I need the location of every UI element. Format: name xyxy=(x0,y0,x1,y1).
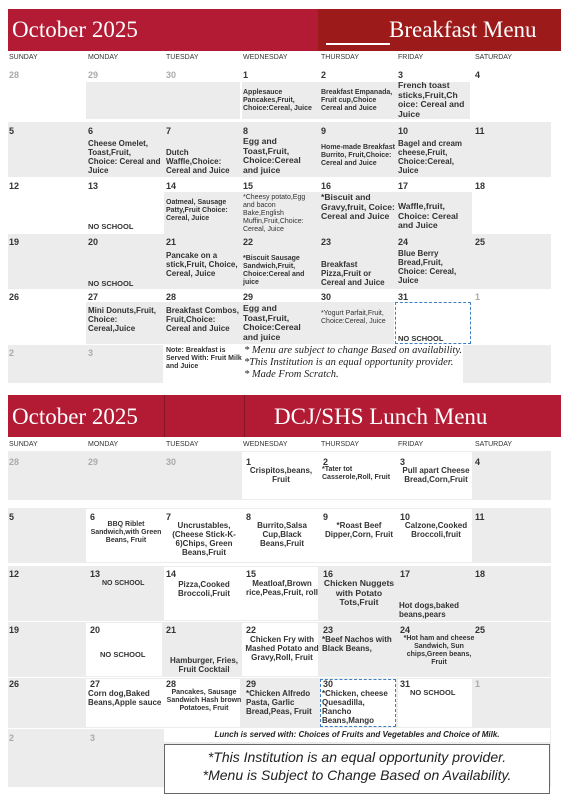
date-number: 2 xyxy=(321,70,327,80)
date-number: 28 xyxy=(9,457,20,467)
date-number: 20 xyxy=(88,237,99,247)
date-number: 1 xyxy=(475,679,481,689)
breakfast-month-title: October 2025 xyxy=(12,17,138,42)
lunch-note-1: *This Institution is an equal opportunity provider. xyxy=(207,749,507,765)
day-header: SATURDAY xyxy=(475,441,513,448)
date-number: 3 xyxy=(398,70,404,80)
date-number: 30 xyxy=(321,292,332,302)
date-number: 26 xyxy=(9,679,20,689)
menu-item: Dutch Waffle,Choice: Cereal and Juice xyxy=(166,148,230,175)
date-number: 4 xyxy=(475,70,481,80)
date-number: 11 xyxy=(475,126,485,136)
menu-item: *Roast Beef Dipper,Corn, Fruit xyxy=(325,521,393,539)
date-number: 17 xyxy=(398,181,409,191)
date-number: 2 xyxy=(9,348,15,358)
date-number: 6 xyxy=(90,512,96,522)
menu-item: *Biscuit and Gravy,fruit, Coice: Cereal and Juice xyxy=(321,192,395,221)
lunch-banner-divider xyxy=(164,395,165,437)
menu-item: Burrito,Salsa Cup,Black Beans,Fruit xyxy=(257,521,307,548)
menu-item: Home-made Breakfast Burrito, Fruit,Choice: Cereal and Juice xyxy=(321,144,395,167)
day-header: FRIDAY xyxy=(398,54,424,61)
menu-item: Breakfast Empanada, Fruit cup,Choice Cereal and Juice xyxy=(321,89,393,112)
date-number: 29 xyxy=(246,679,257,689)
date-number: 1 xyxy=(243,70,249,80)
menu-item: *Hot ham and cheese Sandwich, Sun chips,Green beans, Fruit xyxy=(403,635,475,666)
date-number: 21 xyxy=(166,237,177,247)
date-number: 3 xyxy=(90,733,96,743)
menu-item: Breakfast Pizza,Fruit or Cereal and Juice xyxy=(321,260,385,287)
date-number: 6 xyxy=(88,126,94,136)
date-number: 9 xyxy=(323,512,329,522)
date-number: 3 xyxy=(400,457,406,467)
day-header: WEDNESDAY xyxy=(243,441,288,448)
menu-item: *Chicken, cheese Quesadilla, Rancho Beans,Mango xyxy=(322,689,388,725)
day-header: SUNDAY xyxy=(9,54,38,61)
day-header: FRIDAY xyxy=(398,441,424,448)
lunch-menu-title: DCJ/SHS Lunch Menu xyxy=(274,404,488,429)
date-number: 28 xyxy=(9,70,20,80)
date-number: 29 xyxy=(88,70,99,80)
date-number: 28 xyxy=(166,292,177,302)
no-school-label: NO SCHOOL xyxy=(398,334,444,343)
date-number: 26 xyxy=(9,292,20,302)
date-number: 9 xyxy=(321,126,327,136)
day-header: THURSDAY xyxy=(321,54,359,61)
date-number: 13 xyxy=(88,181,99,191)
menu-item: Blue Berry Bread,Fruit, Choice: Cereal, Juice xyxy=(398,249,457,285)
breakfast-served-note: Note: Breakfast is Served With: Fruit Milk and Juice xyxy=(166,347,242,370)
date-number: 15 xyxy=(243,181,254,191)
date-number: 8 xyxy=(246,512,252,522)
no-school-label: NO SCHOOL xyxy=(88,279,134,288)
lunch-banner xyxy=(8,395,561,437)
date-number: 27 xyxy=(90,679,101,689)
menu-item: Waffle,fruit, Choice: Cereal and Juice xyxy=(398,201,459,230)
menu-item: Pull apart Cheese Bread,Corn,Fruit xyxy=(402,466,470,484)
date-number: 4 xyxy=(475,457,481,467)
date-number: 2 xyxy=(323,457,329,467)
day-header: SUNDAY xyxy=(9,441,38,448)
day-header: WEDNESDAY xyxy=(243,54,288,61)
lunch-banner-divider xyxy=(244,395,245,437)
menu-item: Hamburger, Fries, Fruit Cocktail xyxy=(169,656,239,674)
date-number: 8 xyxy=(243,126,249,136)
date-number: 16 xyxy=(323,569,334,579)
date-number: 19 xyxy=(9,625,20,635)
breakfast-note-1: * Menu are subject to change Based on availability. xyxy=(244,345,463,356)
date-number: 1 xyxy=(246,457,252,467)
no-school-label: NO SCHOOL xyxy=(100,650,146,659)
date-number: 12 xyxy=(9,181,20,191)
date-number: 15 xyxy=(246,569,257,579)
date-number: 29 xyxy=(243,292,254,302)
date-number: 30 xyxy=(323,679,334,689)
date-number: 16 xyxy=(321,181,332,191)
date-number: 2 xyxy=(9,733,15,743)
menu-item: BBQ Riblet Sandwich,with Green Beans, Fruit xyxy=(90,521,162,544)
menu-item: Calzone,Cooked Broccoli,fruit xyxy=(404,521,468,539)
date-number: 31 xyxy=(398,292,409,302)
menu-item: Pancake on a stick,Fruit, Choice, Cereal, Juice xyxy=(166,251,238,278)
menu-item: Egg and Toast,Fruit, Choice:Cereal and juice xyxy=(243,136,301,175)
menu-item: *Cheesy potato,Egg and bacon Bake,English Muffin,Fruit,Choice: Cereal, Juice xyxy=(243,194,306,233)
menu-item: Chicken Nuggets with Potato Tots,Fruit xyxy=(323,578,395,607)
date-number: 18 xyxy=(475,569,486,579)
breakfast-banner-underline xyxy=(326,43,390,45)
date-number: 7 xyxy=(166,126,172,136)
breakfast-banner xyxy=(8,9,561,51)
menu-item: Egg and Toast,Fruit, Choice:Cereal and juice xyxy=(243,303,301,342)
day-header: SATURDAY xyxy=(475,54,513,61)
date-number: 14 xyxy=(166,181,177,191)
date-number: 20 xyxy=(90,625,101,635)
menu-item: Crispitos,beans, Fruit xyxy=(249,466,313,484)
menu-item: Breakfast Combos, Fruit,Choice: Cereal and Juice xyxy=(166,306,239,333)
date-number: 29 xyxy=(88,457,99,467)
menu-item: Pizza,Cooked Broccoli,Fruit xyxy=(177,580,230,598)
date-number: 1 xyxy=(475,292,481,302)
calendar-cell xyxy=(86,82,240,119)
menu-item: *Chicken Alfredo Pasta, Garlic Bread,Peas, Fruit xyxy=(246,689,312,716)
date-number: 30 xyxy=(166,70,177,80)
date-number: 28 xyxy=(166,679,177,689)
breakfast-menu-title: Breakfast Menu xyxy=(389,17,537,42)
date-number: 13 xyxy=(90,569,101,579)
menu-item: *Tater tot Casserole,Roll, Fruit xyxy=(322,466,391,481)
menu-item: Chicken Fry with Mashed Potato and Gravy,Roll, Fruit xyxy=(245,635,319,662)
date-number: 27 xyxy=(88,292,99,302)
date-number: 23 xyxy=(321,237,332,247)
menu-item: Meatloaf,Brown rice,Peas,Fruit, roll xyxy=(245,579,319,597)
breakfast-note-2: *This Institution is an equal opportunity provider. xyxy=(244,357,454,368)
date-number: 25 xyxy=(475,237,486,247)
date-number: 17 xyxy=(400,569,411,579)
menu-item: Corn dog,Baked Beans,Apple sauce xyxy=(88,689,162,707)
lunch-note-2: *Menu is Subject to Change Based on Availability. xyxy=(202,767,512,783)
menu-item: French toast sticks,Fruit,Ch oice: Cereal and Juice xyxy=(398,80,465,119)
day-header: TUESDAY xyxy=(166,54,199,61)
date-number: 12 xyxy=(9,569,20,579)
date-number: 11 xyxy=(475,512,485,522)
date-number: 21 xyxy=(166,625,177,635)
date-number: 22 xyxy=(246,625,257,635)
no-school-label: NO SCHOOL xyxy=(410,688,456,697)
menu-item: *Beef Nachos with Black Beans, xyxy=(322,635,392,653)
menu-item: Applesauce Pancakes,Fruit, Choice:Cereal, Juice xyxy=(243,89,312,112)
date-number: 10 xyxy=(398,126,409,136)
day-header: THURSDAY xyxy=(321,441,359,448)
no-school-label: NO SCHOOL xyxy=(102,580,145,587)
date-number: 24 xyxy=(398,237,409,247)
calendar-cell xyxy=(8,345,163,383)
menu-item: Bagel and cream cheese,Fruit, Choice:Cereal, Juice xyxy=(398,139,463,175)
breakfast-note-3: * Made From Scratch. xyxy=(244,369,339,380)
date-number: 7 xyxy=(166,512,172,522)
lunch-month-title: October 2025 xyxy=(12,404,138,429)
date-number: 31 xyxy=(400,679,411,689)
menu-item: Pancakes, Sausage Sandwich Hash brown Potatoes, Fruit xyxy=(166,689,242,712)
date-number: 22 xyxy=(243,237,254,247)
date-number: 14 xyxy=(166,569,177,579)
date-number: 3 xyxy=(88,348,94,358)
menu-item: *Biscuit Sausage Sandwich,Fruit, Choice:Cereal and juice xyxy=(243,255,305,286)
date-number: 25 xyxy=(475,625,486,635)
date-number: 5 xyxy=(9,512,15,522)
date-number: 23 xyxy=(323,625,334,635)
menu-item: Cheese Omelet, Toast,Fruit, Choice: Cereal and Juice xyxy=(88,139,161,175)
day-header: MONDAY xyxy=(88,54,119,61)
calendar-cell xyxy=(463,345,551,383)
no-school-label: NO SCHOOL xyxy=(88,222,134,231)
menu-item: *Yogurt Parfait,Fruit, Choice:Cereal, Juice xyxy=(321,310,386,325)
date-number: 24 xyxy=(400,625,411,635)
date-number: 19 xyxy=(9,237,20,247)
date-number: 5 xyxy=(9,126,15,136)
menu-item: Uncrustables, (Cheese Stick-K-6)Chips, Green Beans,Fruit xyxy=(172,521,236,557)
date-number: 10 xyxy=(400,512,411,522)
day-header: MONDAY xyxy=(88,441,119,448)
date-number: 18 xyxy=(475,181,486,191)
menu-item: Oatmeal, Sausage Patty,Fruit Choice: Cereal, Juice xyxy=(166,199,228,222)
menu-item: Hot dogs,baked beans,pears xyxy=(399,601,460,619)
day-header: TUESDAY xyxy=(166,441,199,448)
lunch-served-line: Lunch is served with: Choices of Fruits and Vegetables and Choice of Milk. xyxy=(214,730,500,739)
date-number: 30 xyxy=(166,457,177,467)
menu-item: Mini Donuts,Fruit, Choice: Cereal,Juice xyxy=(88,306,156,333)
